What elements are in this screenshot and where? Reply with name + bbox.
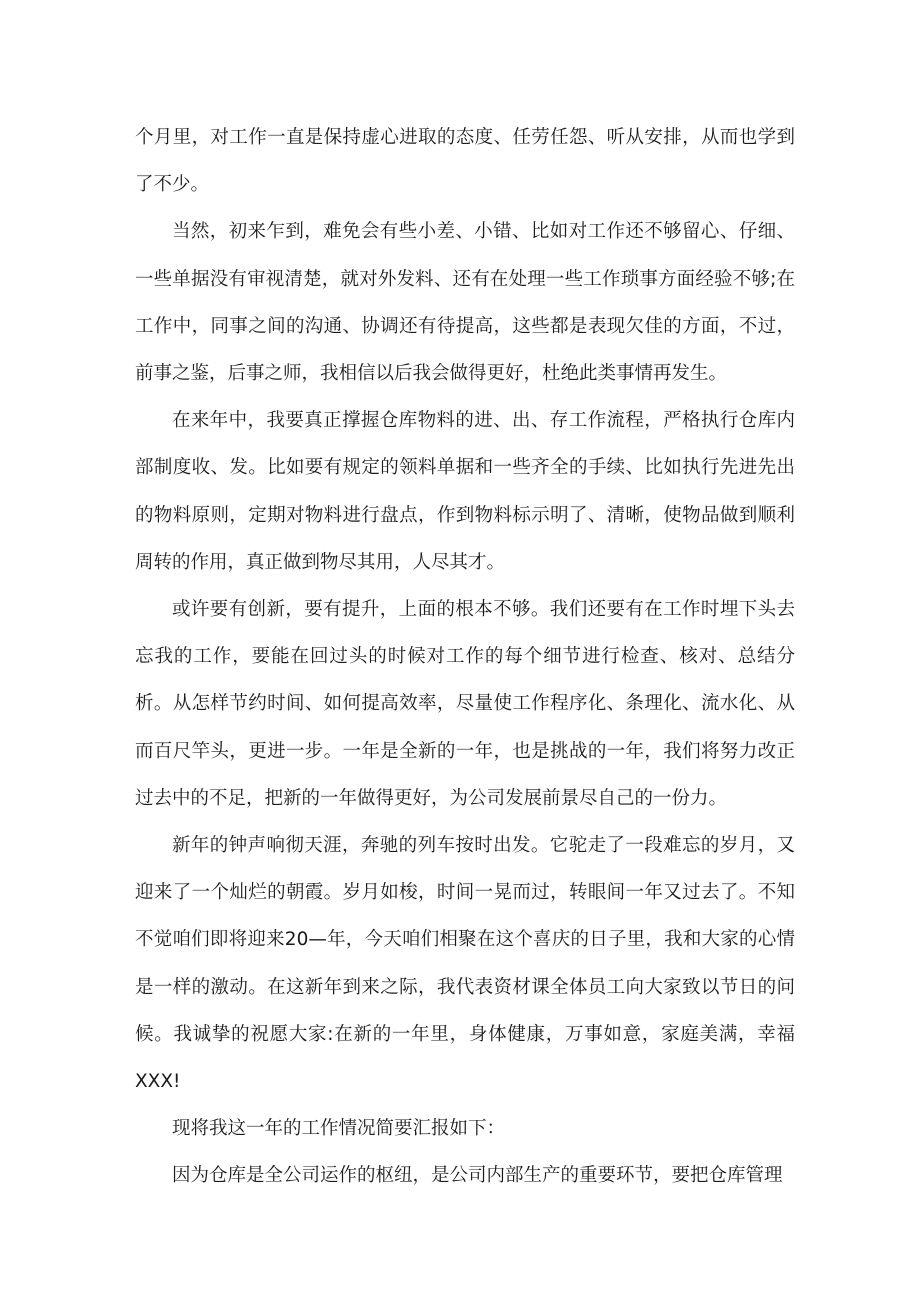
document-body	[135, 114, 795, 1200]
paragraph: 当然，初来乍到，难免会有些小差、小错、比如对工作还不够留心、仔细、一些单据没有审视清楚，就对外发料、还有在处理一些工作琐事方面经验不够;在工作中，同事之间的沟通、协调还有待提高，这些都是表现欠佳的方面，不过，前事之鉴，后事之师，我相信以后我会做得更好，杜绝此类事情再发生。	[135, 221, 795, 385]
paragraph: 在来年中，我要真正撑握仓库物料的进、出、存工作流程，严格执行仓库内部制度收、发。比如要有规定的领料单据和一些齐全的手续、比如执行先进先出的物料原则，定期对物料进行盘点，作到物料标示明了、清晰，使物品做到顺利周转的作用，真正做到物尽其用，人尽其才。	[135, 410, 795, 573]
paragraph: 现将我这一年的工作情况简要汇报如下：	[172, 1118, 506, 1140]
paragraph-continuation: 个月里，对工作一直是保持虚心进取的态度、任劳任怨、听从安排，从而也学到了不少。	[135, 127, 795, 196]
paragraph: 或许要有创新，要有提升，上面的根本不够。我们还要有在工作时埋下头去忘我的工作，要能在回过头的时候对工作的每个细节进行检查、核对、总结分析。从怎样节约时间、如何提高效率，尽量使工作程序化、条理化、流水化、从而百尺竿头，更进一步。一年是全新的一年，也是挑战的一年，我们将努力改正过去中的不足，把新的一年做得更好，为公司发展前景尽自己的一份力。	[135, 599, 795, 809]
paragraph: 因为仓库是全公司运作的枢纽，是公司内部生产的重要环节，要把仓库管理	[172, 1165, 783, 1187]
paragraph: 新年的钟声响彻天涯，奔驰的列车按时出发。它驼走了一段难忘的岁月，又迎来了一个灿烂的朝霞。岁月如梭，时间一晃而过，转眼间一年又过去了。不知不觉咱们即将迎来20—年，今天咱们相聚在这个喜庆的日子里，我和大家的心情是一样的激动。在这新年到来之际，我代表资材课全体员工向大家致以节日的问候。我诚挚的祝愿大家:在新的一年里，身体健康，万事如意，家庭美满，幸福XXX!	[135, 835, 795, 1093]
